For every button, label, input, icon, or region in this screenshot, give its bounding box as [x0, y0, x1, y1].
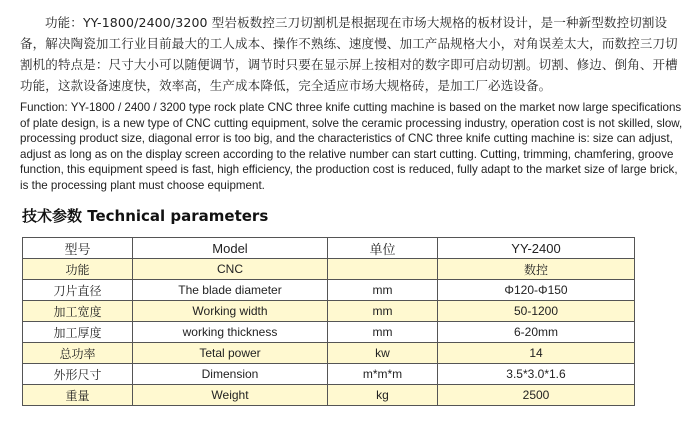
table-row [23, 322, 635, 343]
table-cell: 外形尺寸 [23, 364, 133, 385]
table-cell: kg [328, 385, 438, 406]
table-cell: Tetal power [133, 343, 328, 364]
table-cell: mm [328, 280, 438, 301]
table-cell: 3.5*3.0*1.6 [438, 364, 635, 385]
table-cell: 加工宽度 [23, 301, 133, 322]
table-row [23, 385, 635, 406]
header-cell: 单位 [328, 238, 438, 259]
header-cell: YY-2400 [438, 238, 635, 259]
table-row [23, 364, 635, 385]
table-row [23, 259, 635, 280]
table-cell: 50-1200 [438, 301, 635, 322]
table-cell: CNC [133, 259, 328, 280]
table-cell: kw [328, 343, 438, 364]
table-cell: mm [328, 322, 438, 343]
intro-english: Function: YY-1800 / 2400 / 3200 type rock plate CNC three knife cutting machine is based on the market now large specifications of plate design, is a new type of CNC cutting equipment, solve the ceramic processing industry, operation cost is not skilled, slow, processing product size, diagonal error is too big, and the characteristics of CNC three knife cutting machine is: size can adjust, adjust as long as on the display screen according to the relative number can start cutting. Cutting, trimming, chamfering, groove function, this equipment speed is fast, high efficiency, the production cost is reduced, fully adapt to the market size of large brick, is the processing plant must choose equipment. [20, 101, 683, 192]
table-cell [328, 259, 438, 280]
table-cell: m*m*m [328, 364, 438, 385]
table-row [23, 280, 635, 301]
intro-chinese: 功能：YY-1800/2400/3200 型岩板数控三刀切割机是根据现在市场大规格的板材设计，是一种新型数控切割设备，解决陶瓷加工行业目前最大的工人成本、操作不熟练、速度慢、加工产品规格大小，对角误差太大，而数控三刀切割机的特点是：尺寸大小可以随便调节，调节时只要在显示屏上按相对的数字即可启动切割。切割、修边、倒角、开槽功能，这款设备速度快，效率高，生产成本降低，完全适应市场大规格砖，是加工厂必选设备。 [20, 15, 678, 93]
table-cell: 2500 [438, 385, 635, 406]
table-cell: 6-20mm [438, 322, 635, 343]
table-cell: 加工厚度 [23, 322, 133, 343]
table-cell: Dimension [133, 364, 328, 385]
header-cell: Model [133, 238, 328, 259]
header-cell: 型号 [23, 238, 133, 259]
parameters-table [22, 237, 635, 406]
table-cell: Φ120-Φ150 [438, 280, 635, 301]
table-cell: 14 [438, 343, 635, 364]
table-cell: Working width [133, 301, 328, 322]
table-cell: mm [328, 301, 438, 322]
table-cell: 总功率 [23, 343, 133, 364]
table-cell: 功能 [23, 259, 133, 280]
section-title: 技术参数 Technical parameters [22, 207, 269, 225]
table-cell: 数控 [438, 259, 635, 280]
table-cell: The blade diameter [133, 280, 328, 301]
table-row [23, 343, 635, 364]
table-header-row [23, 238, 635, 259]
table-cell: 刀片直径 [23, 280, 133, 301]
table-cell: working thickness [133, 322, 328, 343]
table-cell: 重量 [23, 385, 133, 406]
table-cell: Weight [133, 385, 328, 406]
table-row [23, 301, 635, 322]
